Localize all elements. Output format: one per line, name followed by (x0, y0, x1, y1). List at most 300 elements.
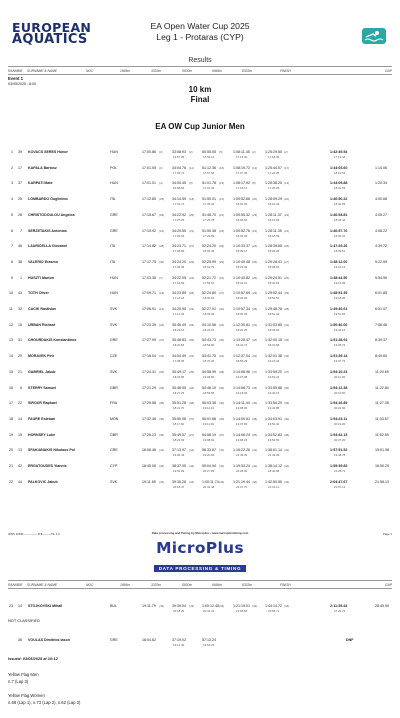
split-4: 1:13:28.47 (233, 338, 250, 343)
lap-2: 20:18.37 (173, 484, 185, 489)
athlete-name: URBAN Richard (28, 322, 56, 327)
lap-5: 18:40.69 (268, 280, 280, 285)
lap-5: 19:42.85 (268, 406, 280, 411)
split-5: 1:28:11.37 (265, 212, 282, 217)
split-3: 54:43.73 (202, 338, 216, 343)
split-1-rank: (28) (159, 244, 165, 249)
bib-cell: 15 (18, 322, 22, 327)
not-classified-label: NOT CLASSIFIED (8, 618, 40, 623)
noc-cell: GBR (110, 432, 118, 437)
split-2-rank: (34) (189, 385, 195, 390)
lap-5: 17:24.35 (268, 170, 280, 175)
split-2-rank: (37) (189, 432, 195, 437)
split-1-rank: (37) (159, 338, 165, 343)
rank-cell: 9 (11, 275, 13, 280)
athlete-name: STOJKOVSKI Mihail (28, 604, 63, 608)
split-3: 52:24.80 (202, 291, 216, 296)
split-2: 37:19.02 (172, 638, 186, 642)
split-2: 39:30.04 (172, 604, 186, 608)
split-4-rank: (34) (252, 338, 258, 343)
gap-cell: 1:14.06 (375, 165, 387, 170)
split-1: 19:11.79 (142, 604, 156, 608)
athlete-name: KOVACS SERES Hunor (28, 150, 68, 154)
split-4-rank: (43) (252, 604, 258, 608)
athlete-name: STERRY Samuel (28, 385, 57, 390)
split-5-rank: (25) (284, 244, 290, 249)
split-2: 34:20.55 (172, 228, 186, 233)
split-4: 1:14:06.24 (233, 432, 250, 437)
lap-4: 18:02.38 (236, 233, 248, 238)
split-4: 1:08:17.92 (233, 181, 250, 186)
split-5: 1:31:03.85 (265, 322, 282, 327)
lap-3: 19:54.22 (203, 643, 215, 647)
microplus-logo (0, 539, 400, 575)
split-4-rank: (20) (252, 197, 258, 202)
split-3: 51:50.38 (202, 228, 216, 233)
finish-time: 1:44:03.60 (330, 165, 348, 170)
rank-cell: 21 (9, 464, 13, 468)
split-3-rank: (26) (219, 244, 225, 249)
finish-lap: 21:57.12 (334, 484, 346, 489)
lap-5: 18:33.04 (268, 327, 280, 332)
split-2: 35:46.49 (172, 322, 186, 327)
finish-time: DNF (346, 638, 354, 642)
finish-lap: 19:28.76 (334, 343, 346, 348)
lap-4: 18:44.74 (236, 343, 248, 348)
split-3-rank: (32) (219, 322, 225, 327)
noc-cell: ITA (110, 197, 116, 202)
lap-3: 16:56.12 (203, 155, 215, 159)
finish-lap: 20:22.60 (334, 406, 346, 411)
table-row (0, 307, 400, 322)
noc-cell: GRE (110, 638, 118, 642)
bib-cell: 6 (20, 385, 22, 390)
split-4-rank: (26) (252, 259, 258, 264)
rank-cell: 7 (11, 244, 13, 249)
table-row (0, 276, 400, 291)
table-row (0, 480, 400, 495)
split-1-rank: (13) (159, 307, 165, 311)
footer-credit: Data processing and Timing by Microplus - www.microplustiming.com (151, 531, 249, 535)
split-5: 1:33:59.20 (265, 369, 282, 374)
athlete-name: LOMBARDO Guglielmo (28, 197, 68, 202)
lap-4: 18:22.10 (236, 280, 248, 285)
split-4: 1:21:19.01 (233, 604, 250, 608)
split-5: 1:28:09.29 (265, 197, 282, 202)
split-4: 1:12:37.04 (233, 354, 250, 359)
lap-2: 17:09.63 (173, 233, 185, 238)
split-1: 17:17.75 (142, 259, 156, 264)
finish-time: 1:48:44.50 (330, 275, 348, 280)
split-3-rank: (43) (219, 479, 225, 484)
split-5: 1:38:14.12 (265, 464, 282, 468)
athlete-name: SFAKIANAKIS Nikolaos Pol (28, 448, 75, 453)
split-1-rank: (42) (159, 464, 165, 468)
table-row (0, 323, 400, 338)
bib-cell: 39 (18, 150, 22, 154)
noc-cell: FRA (110, 401, 118, 406)
rank-cell: 8 (11, 259, 13, 264)
split-1-rank: (44) (159, 479, 165, 484)
split-2: 35:51.28 (172, 401, 186, 406)
split-4-rank: (12) (252, 165, 258, 170)
split-4-rank: (28) (252, 307, 258, 311)
finish-time: 1:54:42.13 (330, 432, 348, 437)
noc-cell: GRE (110, 212, 118, 217)
bib-cell: 43 (18, 291, 22, 296)
athlete-name: CACIK Rastislav (28, 307, 57, 311)
noc-cell: POL (110, 165, 118, 170)
finish-time: 1:54:12.38 (330, 385, 348, 390)
gap-cell: 4:00.68 (375, 197, 387, 202)
split-4: 1:14:09.51 (233, 416, 250, 421)
finish-lap: 27:20.72 (334, 609, 346, 613)
noc-cell: GRE (110, 448, 118, 453)
split-2: 34:23.71 (172, 244, 186, 249)
split-1-rank: (29) (159, 212, 165, 217)
split-4: 1:10:33.37 (233, 244, 250, 249)
split-5-rank: (42) (284, 464, 290, 468)
finish-lap: 19:19.99 (334, 280, 346, 285)
split-4: 1:16:22.26 (233, 448, 250, 453)
table-row (0, 370, 400, 385)
column-header-5000m: 5000m (182, 69, 193, 73)
athlete-name: TOTH Oliver (28, 291, 49, 296)
finish-lap: 18:46.41 (334, 233, 346, 238)
lap-2: 17:14.04 (173, 312, 185, 316)
lap-4: 17:16.40 (236, 155, 248, 159)
finish-lap: 21:25.71 (334, 469, 346, 473)
lap-4: 21:06.56 (236, 609, 248, 613)
lap-5: 21:31.11 (268, 484, 280, 489)
lap-2: 18:20.84 (173, 343, 185, 348)
rank-cell: 12 (9, 322, 13, 327)
finish-lap: 18:40.93 (334, 202, 346, 207)
split-4: 1:10:49.48 (233, 259, 250, 264)
split-1: 17:15.67 (142, 212, 156, 217)
bib-cell: 46 (18, 244, 22, 249)
rank-cell: 1 (11, 150, 13, 154)
split-1-rank: (30) (159, 259, 165, 264)
split-5-rank: (20) (284, 197, 290, 202)
split-2: 34:24.20 (172, 259, 186, 264)
page2-divider (8, 580, 392, 581)
logo-line-2: AQUATICS (12, 32, 88, 47)
finish-lap: 19:12.16 (334, 264, 346, 269)
split-5-rank: (40) (284, 416, 290, 421)
split-3-rank: (44) (219, 604, 225, 608)
lap-5: 18:16.05 (268, 217, 280, 222)
finish-time: 1:44:09.88 (330, 181, 348, 186)
split-2-rank: (18) (189, 197, 195, 202)
split-5: 1:28:11.35 (265, 228, 282, 233)
split-5: 1:42:50.55 (265, 479, 282, 484)
split-4: 1:10:57.69 (233, 291, 250, 296)
finish-lap: 20:16.50 (334, 390, 346, 395)
rank-cell: 19 (9, 432, 13, 437)
noc-cell: SVK (110, 369, 118, 374)
column-header-6666m: 6666m (212, 69, 223, 73)
gap-cell: 11:20.69 (375, 369, 389, 374)
split-4: 1:10:43.82 (233, 275, 250, 280)
column-header-rank: RANK (8, 583, 18, 587)
split-3-rank: (22) (219, 228, 225, 233)
split-3-rank: (38) (219, 369, 225, 374)
finish-lap: 20:11.03 (334, 374, 346, 379)
split-2-rank: (24) (189, 275, 195, 280)
table-row (0, 338, 400, 353)
finish-lap: 19:42.15 (334, 327, 346, 332)
split-3: 51:12.36 (202, 165, 216, 170)
split-1-rank: (33) (159, 385, 165, 390)
split-2: 35:49.57 (172, 432, 186, 437)
table-row (0, 181, 400, 196)
lap-3: 18:06.06 (203, 312, 215, 316)
athlete-name: SERZETAKIS Antonios (28, 228, 67, 233)
lap-3: 18:24.07 (203, 327, 215, 332)
split-2: 34:04.76 (172, 165, 186, 170)
bib-cell: 21 (18, 369, 22, 374)
split-5-rank: (33) (284, 338, 290, 343)
lap-3: 18:00.91 (203, 296, 215, 301)
split-4-rank: (40) (252, 401, 258, 406)
lap-2: 19:14.40 (173, 643, 185, 647)
bib-cell: 25 (18, 197, 22, 202)
split-5: 1:33:54.29 (265, 401, 282, 406)
split-4-rank: (25) (252, 275, 258, 280)
gap-cell: 16:50.29 (375, 464, 389, 468)
column-header-3333m: 3333m (151, 583, 162, 587)
page2-divider-2 (8, 588, 392, 589)
split-3: 1:00:12.45 (202, 604, 219, 608)
lap-3: 19:09.82 (203, 374, 215, 379)
split-3: 59:04.94 (202, 464, 216, 468)
column-header-1666m: 1666m (120, 69, 131, 73)
split-3-rank: (16) (219, 165, 225, 170)
split-5-rank: (41) (284, 448, 290, 453)
split-1: 17:12.85 (142, 197, 156, 202)
lap-3: 17:01.33 (203, 186, 215, 191)
lap-2: 18:21.70 (173, 406, 185, 411)
lap-4: 18:06.62 (236, 217, 248, 222)
split-3-rank: (29) (219, 259, 225, 264)
finish-lap: 20:19.20 (334, 421, 346, 426)
finish-time: 1:57:51.52 (330, 448, 348, 453)
table-row (0, 638, 400, 653)
lap-4: 18:02.35 (236, 202, 248, 207)
finish-time: 1:59:39.83 (330, 464, 348, 468)
split-1: 18:45.06 (142, 464, 156, 468)
gap-cell: 11:27.35 (375, 401, 389, 406)
gap-cell: 28:45.90 (375, 604, 389, 608)
bib-cell: 13 (18, 448, 22, 453)
split-3: 51:48.70 (202, 212, 216, 217)
lap-5: 18:06.28 (268, 249, 280, 254)
column-header-surname-name: SURNAME & NAME (27, 583, 58, 587)
lap-2: 17:07.25 (173, 217, 185, 222)
lap-4: 19:18.63 (236, 390, 248, 395)
split-5: 1:33:55.88 (265, 385, 282, 390)
athlete-name: FAURE Esteban (28, 416, 56, 421)
finish-time: 1:48:12.00 (330, 259, 348, 264)
lap-2: 17:03.71 (173, 170, 185, 175)
split-4-rank: (35) (252, 432, 258, 437)
split-3: 55:03.38 (202, 401, 216, 406)
lap-4: 17:16.14 (236, 186, 248, 191)
bib-cell: 31 (18, 338, 22, 343)
lap-3: 19:08.62 (203, 437, 215, 442)
noc-cell: ITA (110, 259, 116, 264)
split-1: 17:16.04 (142, 354, 156, 359)
table-row (0, 604, 400, 619)
lap-5: 19:49.15 (268, 390, 280, 395)
split-2-rank: (27) (189, 244, 195, 249)
rank-cell: 23 (9, 604, 13, 608)
split-2-rank: (5) (189, 181, 193, 186)
lap-2: 16:58.84 (173, 186, 185, 191)
finish-lap: 17:19.44 (334, 155, 346, 159)
split-1: 17:32.46 (142, 416, 156, 421)
split-4: 1:14:11.44 (233, 401, 250, 406)
lap-4: 18:20.25 (236, 327, 248, 332)
lap-2: 17:08.89 (173, 249, 185, 254)
split-1-rank: (43) (159, 604, 165, 608)
header-divider-2 (8, 74, 392, 75)
split-3: 51:01.78 (202, 181, 216, 186)
gap-cell: 6:51.07 (375, 307, 387, 311)
bib-cell: 17 (18, 165, 22, 170)
lap-3: 18:59.55 (203, 390, 215, 395)
event-datetime: 03/05/2025 - 8:00 (8, 82, 37, 86)
split-2-rank: (36) (189, 369, 195, 374)
gap-cell: 15:01.98 (375, 448, 389, 453)
competition-title: EA Open Water Cup 2025 (150, 21, 250, 31)
split-2-rank: (37) (189, 416, 195, 421)
split-5: 1:28:39.65 (265, 244, 282, 249)
split-5: 1:29:24.51 (265, 275, 282, 280)
split-1: 17:03.36 (142, 275, 156, 280)
finish-time: 2:04:47.67 (330, 479, 348, 484)
split-5-rank: (37) (284, 369, 290, 374)
split-3: 52:24.20 (202, 244, 216, 249)
table-row (0, 401, 400, 416)
lap-4: 18:33.09 (236, 296, 248, 301)
finish-lap: 20:37.20 (334, 437, 346, 442)
split-1-rank: (38) (159, 401, 165, 406)
athlete-name: HORNSEY Luke (28, 432, 56, 437)
noc-cell: ITA (110, 244, 116, 249)
split-1-rank: (36) (159, 432, 165, 437)
event-name: Event 1 (8, 76, 23, 81)
athlete-name: PALKOVIC Jakub (28, 479, 58, 484)
lap-3: 20:27.89 (203, 469, 215, 473)
footer-page: Page 1 (382, 532, 392, 536)
microplus-name: MicroPlus (156, 539, 244, 557)
lap-4: 17:07.36 (236, 170, 248, 175)
noc-cell: SVK (110, 479, 118, 484)
split-3: 54:58.19 (202, 432, 216, 437)
column-header-rank: RANK (8, 69, 18, 73)
split-3-rank: (31) (219, 354, 225, 359)
split-4: 1:21:19.44 (233, 479, 250, 484)
noc-cell: SVK (110, 322, 118, 327)
split-4: 1:09:52.66 (233, 197, 250, 202)
column-header-noc: NOC (86, 583, 94, 587)
gap-cell: 8:49.60 (375, 354, 387, 359)
rank-cell: 14 (9, 354, 13, 359)
competition-subtitle: Leg 1 - Protaras (CYP) (156, 32, 244, 42)
split-4-rank: (44) (252, 479, 258, 484)
split-4: 1:09:55.32 (233, 212, 250, 217)
noc-cell: GRE (110, 338, 118, 343)
table-row (0, 354, 400, 369)
lap-5: 18:31.68 (268, 343, 280, 348)
table-row (0, 244, 400, 259)
header-divider (8, 66, 392, 67)
split-2-rank: (22) (189, 307, 195, 311)
finish-lap: 18:19.53 (334, 170, 346, 175)
lap-3: 17:29.83 (203, 233, 215, 238)
lap-5: 18:16.43 (268, 202, 280, 207)
split-3-rank: (40) (219, 401, 225, 406)
split-3-rank: (41) (219, 448, 225, 453)
finish-lap: 19:51.83 (334, 312, 346, 316)
split-4: 1:14:06.73 (233, 385, 250, 390)
bib-cell: 22 (18, 401, 22, 406)
gap-cell: 11:33.57 (375, 416, 389, 421)
lap-2: 17:18.69 (173, 280, 185, 285)
lap-5: 17:20.33 (268, 186, 280, 191)
split-2: 35:50.06 (172, 416, 186, 421)
rank-cell: 20 (9, 448, 13, 453)
split-3-rank: (42) (219, 464, 225, 468)
flag-note-line: n.7 (Lap 3) (8, 679, 29, 684)
split-1-rank: (21) (159, 228, 165, 233)
split-3-rank: (5) (219, 150, 223, 154)
split-2-rank: (2) (189, 150, 193, 154)
athlete-name: LAURICELLA Giovanni (28, 244, 68, 249)
split-3: 55:01.68 (202, 416, 216, 421)
split-5-rank: (28) (284, 307, 290, 311)
split-2-rank: (43) (189, 604, 195, 608)
rank-cell: 3 (11, 181, 13, 186)
lap-4: 18:55.29 (236, 359, 248, 364)
split-5-rank: (43) (284, 479, 290, 484)
split-4: 1:19:33.24 (233, 464, 250, 468)
split-2-rank: (38) (189, 401, 195, 406)
split-4-rank: (38) (252, 416, 258, 421)
split-5-rank: (26) (284, 275, 290, 280)
event-distance: 10 km (188, 85, 212, 94)
split-5: 1:44:14.72 (265, 604, 282, 608)
split-5-rank: (27) (284, 259, 290, 264)
gap-cell: 8:39.37 (375, 338, 387, 343)
lap-4: 19:07.83 (236, 421, 248, 426)
split-3: 54:48.10 (202, 385, 216, 390)
column-header-8333m: 8333m (242, 69, 253, 73)
split-1: 17:01.05 (142, 165, 156, 170)
split-2-rank: (29) (189, 259, 195, 264)
split-5-rank: (31) (284, 322, 290, 327)
event-phase: Final (190, 95, 210, 104)
split-2-rank: (44) (189, 479, 195, 484)
lap-5: 18:40.88 (268, 469, 280, 473)
bib-cell: 38 (18, 259, 22, 264)
rank-cell: 17 (9, 401, 13, 406)
split-4-rank: (23) (252, 212, 258, 217)
bib-cell: 1 (20, 275, 22, 280)
finish-lap: 18:43.44 (334, 217, 346, 222)
